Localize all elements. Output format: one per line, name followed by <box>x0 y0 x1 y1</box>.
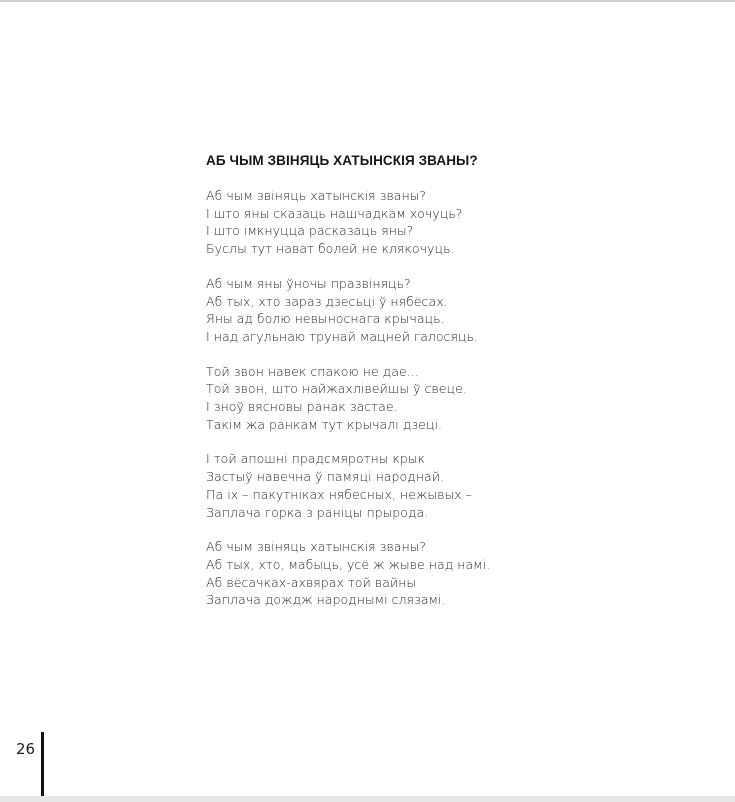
poem-line: Той звон, што найжахлівейшы ў свеце. <box>206 381 467 397</box>
page-number-rule <box>41 732 44 796</box>
page-bottom-edge <box>0 796 735 802</box>
stanza-5 <box>206 538 626 609</box>
poem-line: Аб чым звіняць хатынскія званы? <box>206 188 427 203</box>
poem-line: Заплача дождж народнымі слязамі. <box>206 592 446 608</box>
poem-line: Аб чым звіняць хатынскія званы? <box>206 539 427 555</box>
poem-line: І той апошні прадсмяротны крык <box>206 451 425 467</box>
page-number: 26 <box>16 740 36 758</box>
poem <box>206 152 626 626</box>
poem-line: І зноў вясновы ранак застае. <box>206 399 398 415</box>
poem-line: І над агульнаю трунай мацней галосяць. <box>206 328 478 344</box>
poem-title: АБ ЧЫМ ЗВІНЯЦЬ ХАТЫНСКІЯ ЗВАНЫ? <box>206 153 478 168</box>
poem-line: Аб тых, хто, мабыць, усё ж жыве над намі. <box>206 556 491 572</box>
poem-line: Заплача горка з раніцы прырода. <box>206 504 429 520</box>
poem-line: Застыў навечна ў памяці народнай. <box>206 469 444 485</box>
poem-line: Па іх – пакутніках нябесных, нежывых – <box>206 486 472 502</box>
poem-stanzas <box>206 187 626 609</box>
poem-line: Такім жа ранкам тут крычалі дзеці. <box>206 416 442 432</box>
stanza-2 <box>206 275 626 346</box>
stanza-4 <box>206 450 626 521</box>
poem-line: Аб чым яны ўночы празвіняць? <box>206 275 411 291</box>
poem-line: Буслы тут нават болей не клякочуць. <box>206 241 455 257</box>
stanza-3 <box>206 363 626 434</box>
poem-line: І што яны сказаць нашчадкам хочуць? <box>206 205 463 221</box>
poem-line: Аб вёсачках-ахвярах той вайны <box>206 574 417 590</box>
poem-line: І што імкнуцца расказаць яны? <box>206 223 414 239</box>
poem-line: Яны ад болю невыноснага крычаць. <box>206 311 445 327</box>
stanza-1 <box>206 187 626 258</box>
poem-line: Той звон навек спакою не дае... <box>206 363 419 379</box>
poem-line: Аб тых, хто зараз дзесьці ў нябёсах. <box>206 293 448 309</box>
